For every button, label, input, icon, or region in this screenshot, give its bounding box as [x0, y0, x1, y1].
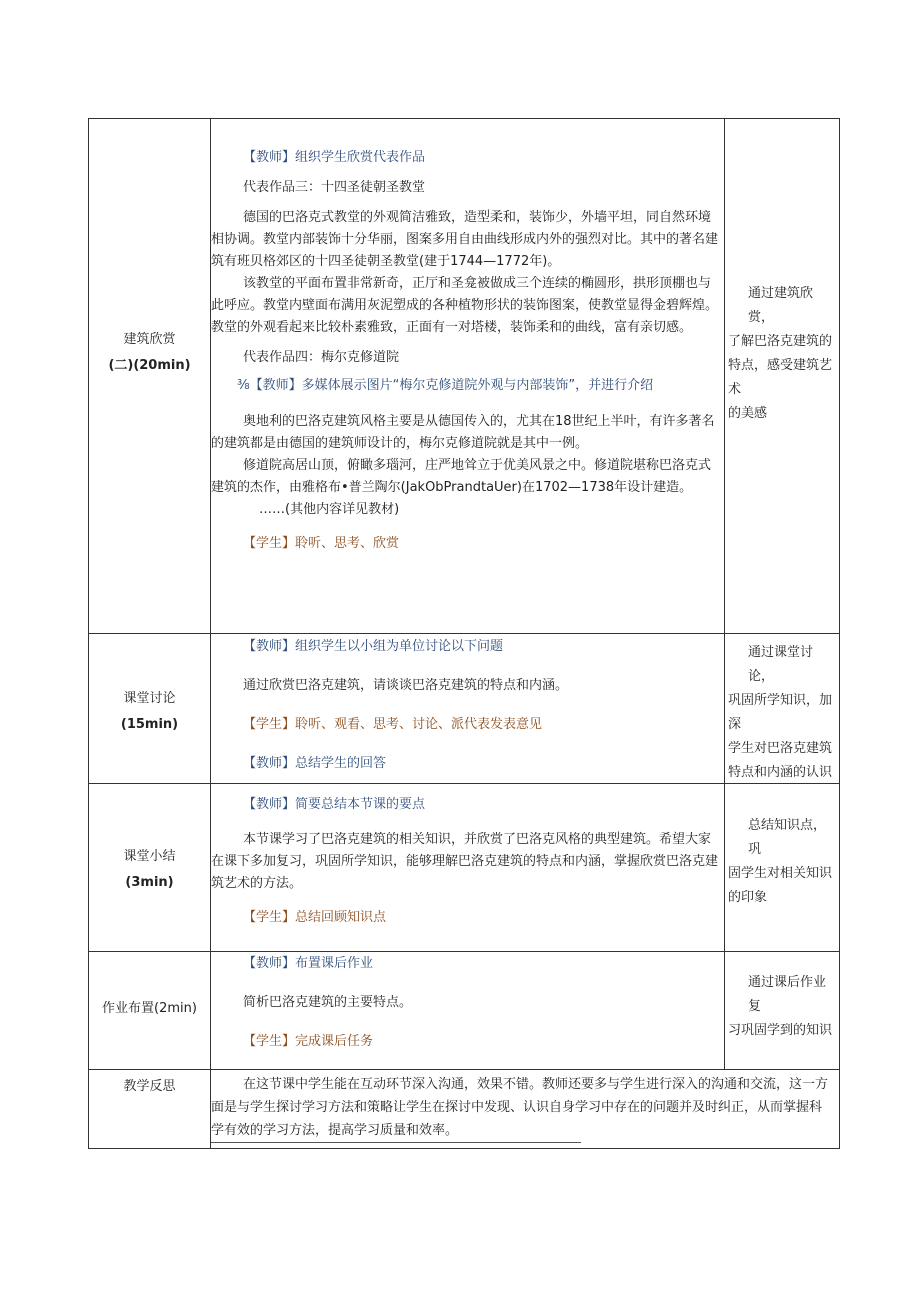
activity-cell	[211, 634, 725, 783]
stage-label: 建筑欣赏	[123, 332, 176, 347]
stage-label: 课堂小结	[123, 848, 176, 864]
lesson-plan-table	[88, 118, 840, 1149]
row-homework	[88, 952, 840, 1070]
teacher-instruction: 【教师】总结学生的回答	[243, 756, 387, 771]
stage-cell	[89, 952, 211, 1069]
teacher-instruction: 【教师】组织学生以小组为单位讨论以下问题	[243, 639, 504, 654]
stage-duration: (二)(20min)	[108, 358, 191, 373]
more-note: ……(其他内容详见教材)	[259, 502, 400, 517]
teacher-instruction: 【教师】组织学生欣赏代表作品	[243, 150, 426, 165]
stage-cell	[89, 1070, 211, 1148]
activity-cell	[211, 952, 725, 1069]
stage-label: 作业布置(2min)	[102, 1000, 197, 1016]
homework-task: 简析巴洛克建筑的主要特点。	[243, 995, 413, 1010]
stage-duration: (15min)	[120, 716, 179, 732]
paragraph: 本节课学习了巴洛克建筑的相关知识，并欣赏了巴洛克风格的典型建筑。希望大家 在课下多加复习，巩固所学知识，能够理解巴洛克建筑的特点和内涵，掌握欣赏巴洛克建 筑艺术的方法。	[211, 832, 719, 891]
paragraph: 修道院高居山顶，俯瞰多瑙河，庄严地耸立于优美风景之中。修道院堪称巴洛克式 建筑的杰作，由雅格布•普兰陶尔(JakObPrandtaUer)在1702—1738年设计建造。	[211, 458, 712, 495]
paragraph: 奥地利的巴洛克建筑风格主要是从德国传入的，尤其在18世纪上半叶，有许多著名 的建筑都是由德国的建筑师设计的，梅尔克修道院就是其中一例。	[211, 414, 715, 451]
paragraph: 该教堂的平面布置非常新奇，正厅和圣龛被做成三个连续的椭圆形，拱形顶棚也与 此呼应。教堂内壁面布满用灰泥塑成的各种植物形状的装饰图案，使教堂显得金碧辉煌。 教堂的外观看起来比较朴素雅致，正面有一对塔楼，装饰柔和的曲线，富有亲切感。	[211, 276, 719, 335]
goal-cell: 通过课后作业复 习巩固学到的知识	[725, 952, 840, 1069]
work-title: 代表作品三：十四圣徒朝圣教堂	[243, 180, 426, 195]
stage-label: 教学反思	[123, 1079, 176, 1094]
stage-duration: (3min)	[125, 874, 174, 890]
teacher-instruction: 【教师】简要总结本节课的要点	[243, 797, 426, 812]
stage-cell	[89, 634, 211, 783]
teacher-instruction: ⅜【教师】多媒体展示图片“梅尔克修道院外观与内部装饰”，并进行介绍	[237, 378, 654, 393]
goal-cell: 总结知识点，巩 固学生对相关知识 的印象	[725, 784, 840, 951]
student-activity: 【学生】聆听、思考、欣赏	[243, 536, 400, 551]
row-appreciation	[88, 119, 840, 634]
student-activity: 【学生】总结回顾知识点	[243, 910, 387, 925]
row-reflection	[88, 1070, 840, 1149]
student-activity: 【学生】聆听、观看、思考、讨论、派代表发表意见	[243, 717, 543, 732]
row-summary	[88, 784, 840, 952]
teacher-instruction: 【教师】布置课后作业	[243, 956, 374, 971]
student-activity: 【学生】完成课后任务	[243, 1034, 374, 1049]
stage-cell	[89, 784, 211, 951]
goal-cell: 通过课堂讨论， 巩固所学知识，加深 学生对巴洛克建筑 特点和内涵的认识	[725, 634, 840, 783]
stage-label: 课堂讨论	[123, 690, 176, 706]
discussion-question: 通过欣赏巴洛克建筑，请谈谈巴洛克建筑的特点和内涵。	[243, 678, 569, 693]
activity-cell	[211, 784, 725, 951]
row-discussion	[88, 634, 840, 784]
reflection-cell: 在这节课中学生能在互动环节深入沟通，效果不错。教师还要多与学生进行深入的沟通和交流，这一方 面是与学生探讨学习方法和策略让学生在探讨中发现、认识自身学习中存在的问题并及时纠正，从而掌握科 学有效的学习方法，提高学习质量和效率。	[211, 1070, 840, 1148]
goal-cell: 通过建筑欣赏， 了解巴洛克建筑的 特点，感受建筑艺术 的美感	[725, 119, 840, 633]
work-title: 代表作品四：梅尔克修道院	[243, 350, 400, 365]
paragraph: 德国的巴洛克式教堂的外观简洁雅致，造型柔和，装饰少，外墙平坦，同自然环境 相协调。教堂内部装饰十分华丽，图案多用自由曲线形成内外的强烈对比。其中的著名建 筑有班贝格郊区的十四圣徒朝圣教堂(建于1744—1772年)。	[211, 210, 719, 269]
activity-cell	[211, 119, 725, 633]
stage-cell	[89, 119, 211, 633]
